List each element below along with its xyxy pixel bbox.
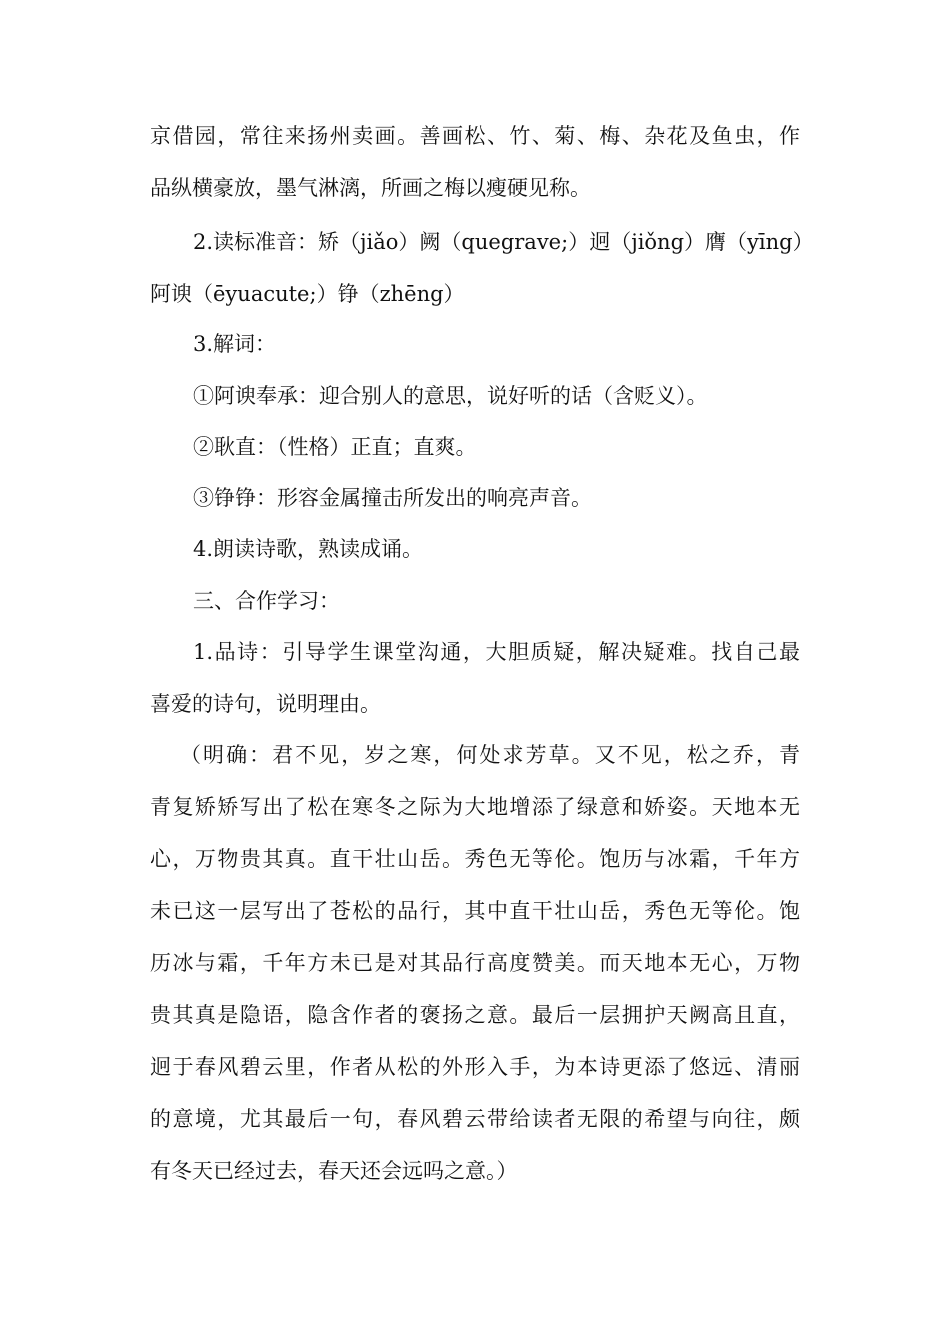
text-line: ②耿直：（性格）正直；直爽。 (193, 435, 477, 459)
text-line: 迥于春风碧云里，作者从松的外形入手，为本诗更添了悠远、清丽 (150, 1055, 800, 1079)
text-line: 有冬天已经过去，春天还会远吗之意。） (150, 1159, 518, 1183)
text-line: ③铮铮：形容金属撞击所发出的响亮声音。 (193, 486, 592, 510)
text-line: 2.读标准音：矫（jiǎo）阙（quegrave;）迥（jiǒng）膺（yīng） (193, 230, 814, 254)
text-line: 3.解词： (193, 332, 277, 356)
text-line: 三、合作学习： (193, 589, 340, 613)
discussion-paragraph (150, 626, 800, 730)
text-line: 品纵横豪放，墨气淋漓，所画之梅以瘦硬见称。 (150, 176, 591, 200)
section-heading (193, 318, 800, 370)
text-line: 心，万物贵其真。直干壮山岳。秀色无等伦。饱历与冰霜，千年方 (150, 847, 800, 871)
text-line: 的意境，尤其最后一句，春风碧云带给读者无限的希望与向往，颇 (150, 1107, 800, 1131)
section-heading (193, 575, 800, 627)
intro-paragraph (150, 110, 800, 214)
definition-item (193, 370, 800, 422)
text-line: 历冰与霜，千年方未已是对其品行高度赞美。而天地本无心，万物 (150, 951, 800, 975)
answer-paragraph (150, 729, 800, 1197)
definition-item (193, 421, 800, 473)
text-line: 1.品诗：引导学生课堂沟通，大胆质疑，解决疑难。找自己最 (193, 640, 800, 664)
text-line: （明确：君不见，岁之寒，何处求芳草。又不见，松之乔，青 (180, 743, 800, 767)
text-line: 喜爱的诗句，说明理由。 (150, 692, 381, 716)
text-line: ①阿谀奉承：迎合别人的意思，说好听的话（含贬义）。 (193, 384, 708, 408)
text-line: 未已这一层写出了苍松的品行，其中直干壮山岳，秀色无等伦。饱 (150, 899, 800, 923)
definition-item (193, 472, 800, 524)
text-line: 青复矫矫写出了松在寒冬之际为大地增添了绿意和娇姿。天地本无 (150, 795, 800, 819)
text-line: 贵其真是隐语，隐含作者的褒扬之意。最后一层拥护天阙高且直， (150, 1003, 800, 1027)
text-line: 4.朗读诗歌，熟读成诵。 (193, 537, 424, 561)
section-heading (193, 523, 800, 575)
text-line: 阿谀（ēyuacute;）铮（zhēng） (150, 282, 465, 306)
pronunciation-paragraph (150, 216, 814, 320)
text-line: 京借园，常往来扬州卖画。善画松、竹、菊、梅、杂花及鱼虫，作 (150, 124, 800, 148)
